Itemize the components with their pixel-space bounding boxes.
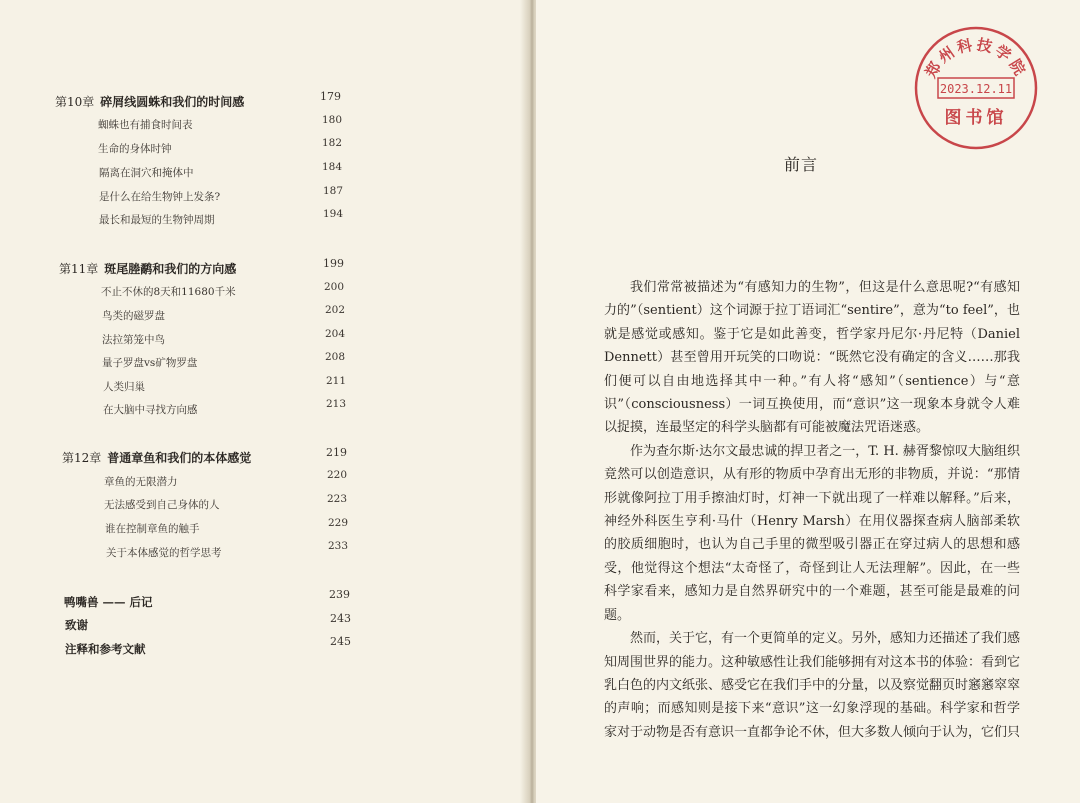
toc-page-number: 187 [323, 185, 344, 197]
toc-page-number: 182 [322, 137, 343, 149]
library-stamp [910, 22, 1042, 154]
toc-backmatter-notes[interactable]: 注释和参考文献 [65, 642, 146, 656]
toc-backmatter-acknowledgements[interactable]: 致谢 [65, 618, 88, 632]
chapter-title: 斑尾塍鹬和我们的方向感 [104, 262, 237, 276]
toc-page-number: 213 [326, 398, 347, 410]
toc-page-number: 184 [322, 161, 343, 173]
toc-page-number: 204 [325, 328, 346, 340]
toc-page-number: 179 [320, 90, 341, 103]
preface-paragraph: 我们常常被描述为“有感知力的生物”，但这是什么意思呢?“有感知力的”（sentient）这个词源于拉丁语词汇“sentire”，意为“to feel”，也就是感觉或感知。鉴于它是如此善变，哲学家丹尼尔·丹尼特（Daniel Dennett）甚至曾用开玩笑的口吻说：“既然它没有确定的含义……那我们便可以自由地选择其中一种。”有人将“感知”（sentience）与“意识”（consciousness）一词互换使用，而“意识”这一现象本身就令人难以捉摸，连最坚定的科学头脑都有可能被魔法咒语迷惑。 [604, 280, 1020, 436]
toc-page-number: 199 [323, 257, 344, 270]
toc-section[interactable]: 蜘蛛也有捕食时间表 [98, 119, 193, 131]
toc-page-number: 211 [326, 375, 347, 387]
toc-section[interactable]: 谁在控制章鱼的触手 [105, 523, 200, 535]
toc-backmatter-epilogue[interactable]: 鸭嘴兽 —— 后记 [64, 595, 153, 609]
toc-page-number: 194 [323, 208, 344, 220]
preface-paragraph: 然而，关于它，有一个更简单的定义。另外，感知力还描述了我们感知周围世界的能力。这种敏感性让我们能够拥有对这本书的体验：看到它乳白色的内文纸张、感受它在我们手中的分量，以及察觉翻页时窸窸窣窣的声响；而感知则是接下来“意识”这一幻象浮现的基础。科学家和哲学家对于动物是否有意识一直都争论不休，但大多数人倾向于认为，它们只 [604, 631, 1021, 740]
preface-title: 前言 [784, 155, 819, 174]
stamp-bottom-text: 图书馆 [944, 108, 1008, 128]
toc-section[interactable]: 人类归巢 [103, 381, 145, 393]
preface-body [604, 276, 1020, 744]
toc-section[interactable]: 隔离在洞穴和掩体中 [99, 167, 194, 179]
chapter-number: 第12章 [62, 451, 102, 465]
stamp-date: 2023.12.11 [939, 82, 1013, 96]
toc-section[interactable]: 量子罗盘vs矿物罗盘 [102, 357, 198, 369]
toc-page-number: 200 [324, 281, 345, 293]
toc-section[interactable]: 法拉第笼中鸟 [102, 334, 165, 346]
toc-section[interactable]: 鸟类的磁罗盘 [102, 310, 165, 322]
chapter-title: 普通章鱼和我们的本体感觉 [107, 451, 252, 465]
toc-page-number: 245 [330, 635, 351, 648]
toc-section[interactable]: 最长和最短的生物钟周期 [99, 214, 215, 226]
stamp-top-text: 郑州科技学院 [921, 35, 1031, 81]
toc-section[interactable]: 无法感受到自己身体的人 [104, 499, 220, 511]
chapter-number: 第10章 [55, 95, 95, 109]
toc-page-number: 208 [325, 351, 346, 363]
toc-chapter-11[interactable] [59, 260, 236, 277]
toc-section[interactable]: 章鱼的无限潜力 [104, 476, 178, 488]
toc-chapter-12[interactable] [62, 449, 251, 466]
toc-page-number: 219 [326, 446, 347, 459]
chapter-title: 碎屑线圆蛛和我们的时间感 [100, 95, 245, 109]
toc-page-number: 233 [328, 540, 349, 552]
toc-page-number: 243 [330, 612, 351, 625]
toc-section[interactable]: 生命的身体时钟 [98, 143, 172, 155]
toc-chapter-10[interactable] [55, 93, 244, 110]
toc-section[interactable]: 是什么在给生物钟上发条? [99, 191, 221, 203]
toc-page-number: 239 [329, 588, 350, 601]
toc-page-number: 202 [325, 304, 346, 316]
preface-paragraph: 作为查尔斯·达尔文最忠诚的捍卫者之一，T. H. 赫胥黎惊叹大脑组织竟然可以创造意识，从有形的物质中孕育出无形的非物质，并说：“那情形就像阿拉丁用手擦油灯时，灯神一下就出现了一样难以解释。”后来，神经外科医生亨利·马什（Henry Marsh）在用仪器探查病人脑部柔软的胶质细胞时，也认为自己手里的微型吸引器正在穿过病人的思想和感受，他觉得这个想法“太奇怪了，奇怪到让人无法理解”。因此，在一些科学家看来，感知力是自然界研究中的一个难题，甚至可能是最难的问题。 [604, 443, 1020, 623]
stamp-icon [910, 22, 1042, 154]
toc-page-number: 223 [327, 493, 348, 505]
toc-section[interactable]: 在大脑中寻找方向感 [103, 404, 198, 416]
chapter-number: 第11章 [59, 262, 99, 276]
toc-page-number: 229 [328, 517, 349, 529]
toc-page-number: 220 [327, 469, 348, 481]
toc-section[interactable]: 关于本体感觉的哲学思考 [106, 547, 222, 559]
toc-section[interactable]: 不止不休的8天和11680千米 [101, 286, 236, 298]
left-page [0, 0, 528, 803]
toc-page-number: 180 [322, 114, 343, 126]
